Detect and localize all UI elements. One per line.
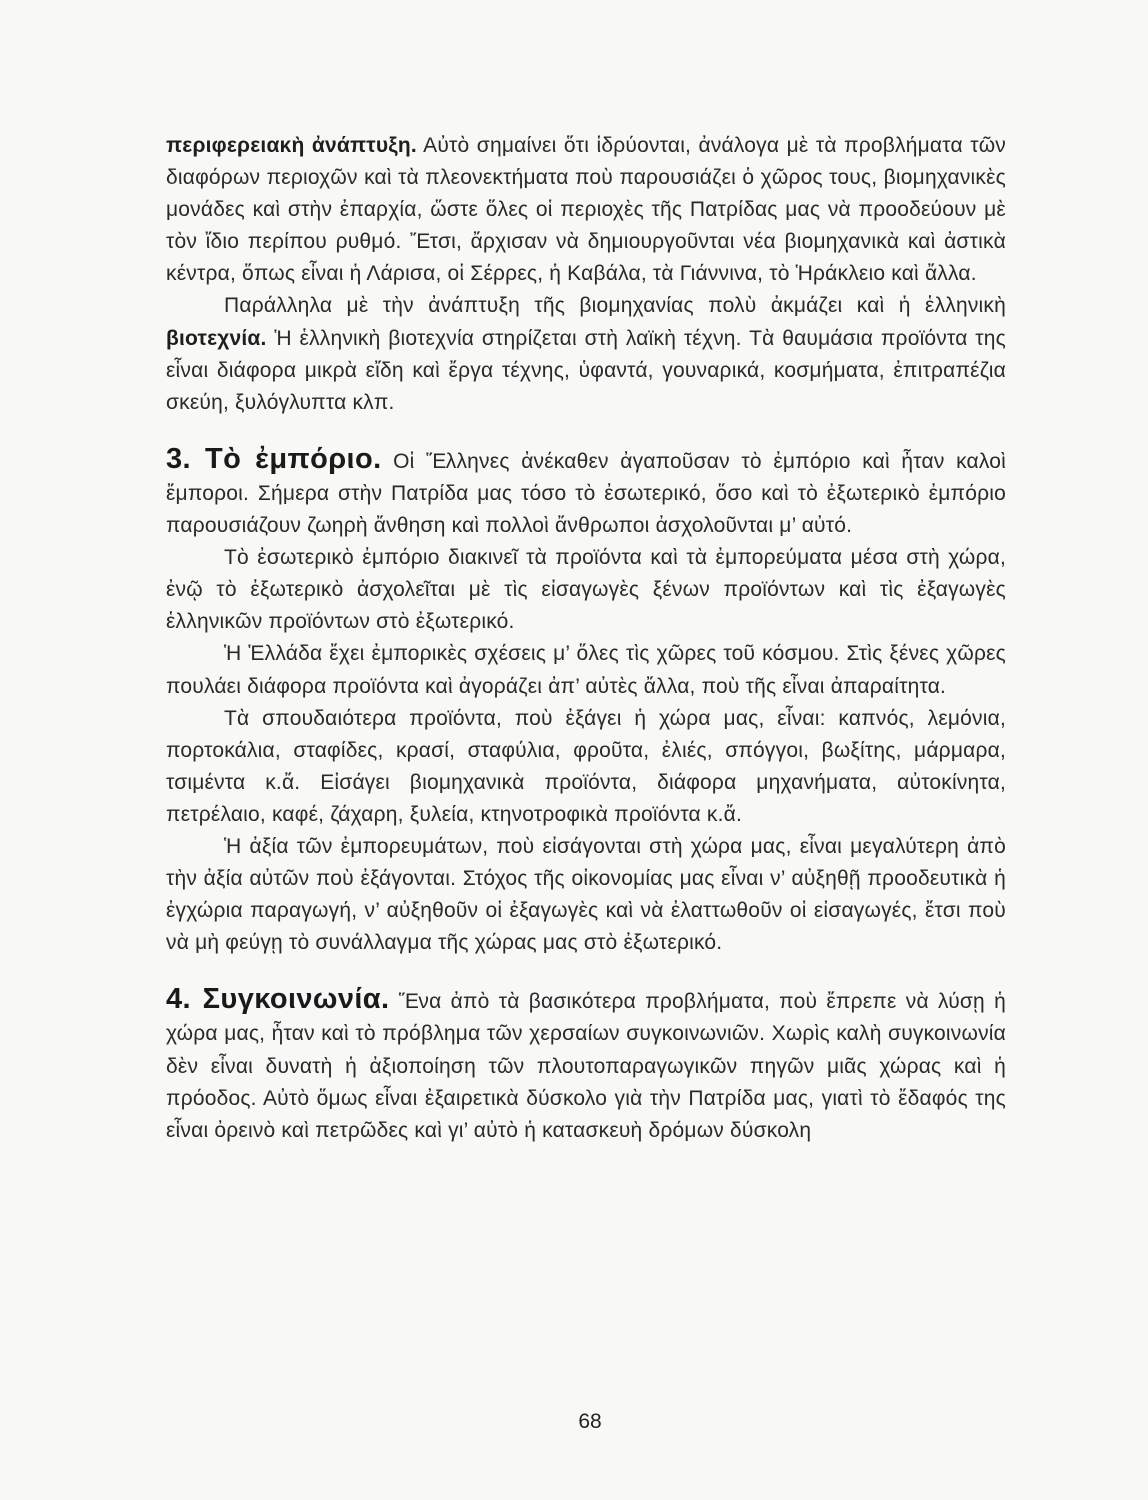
paragraph-text: Ἕνα ἀπὸ τὰ βασικότερα προβλήματα, ποὺ ἔπρεπε νὰ λύσῃ ἡ χώρα μας, ἦταν καὶ τὸ πρόβλημα τῶν χερσαίων συγκοινωνιῶν. Χωρὶς καλὴ συγκοινωνία δὲν εἶναι δυνατὴ ἡ ἀξιοποίηση τῶν πλουτοπαραγωγικῶν πηγῶν μιᾶς χώρας καὶ ἡ πρόοδος. Αὐτὸ ὅμως εἶναι ἐξαιρετικὰ δύσκολο γιὰ τὴν Πατρίδα μας, γιατὶ τὸ ἔδαφός της εἶναι ὀρεινὸ καὶ πετρῶδες καὶ γι’ αὐτὸ ἡ κατασκευὴ δρόμων δύσκολη — [166, 990, 1006, 1142]
page-body-text — [166, 130, 1006, 1147]
paragraph-regional-development — [166, 130, 1006, 290]
paragraph-text: Οἱ Ἕλληνες ἀνέκαθεν ἀγαποῦσαν τὸ ἐμπόριο καὶ ἦταν καλοὶ ἔμποροι. Σήμερα στὴν Πατρίδα μας τόσο τὸ ἐσωτερικό, ὅσο καὶ τὸ ἐξωτερικὸ ἐμπόριο παρουσιάζουν ζωηρὴ ἄνθηση καὶ πολλοὶ ἄνθρωποι ἀσχολοῦνται μ’ αὐτό. — [166, 449, 1006, 538]
paragraph-exports-imports: Τὰ σπουδαιότερα προϊόντα, ποὺ ἐξάγει ἡ χώρα μας, εἶναι: καπνός, λεμόνια, πορτοκάλια, σταφίδες, κρασί, σταφύλια, φροῦτα, ἐλιές, σπόγγοι, βωξίτης, μάρμαρα, τσιμέντα κ.ἄ. Εἰσάγει βιομηχανικὰ προϊόντα, διάφορα μηχανήματα, αὐτοκίνητα, πετρέλαιο, καφέ, ζάχαρη, ξυλεία, κτηνοτροφικὰ προϊόντα κ.ἄ. — [166, 706, 1006, 826]
paragraph-internal-trade: Τὸ ἐσωτερικὸ ἐμπόριο διακινεῖ τὰ προϊόντα καὶ τὰ ἐμπορεύματα μέσα στὴ χώρα, ἐνῷ τὸ ἐξωτερικὸ ἀσχολεῖται μὲ τὶς εἰσαγωγὲς ξένων προϊόντων καὶ τὶς ἐξαγωγὲς ἑλληνικῶν προϊόντων στὸ ἐξωτερικό. — [166, 546, 1006, 634]
term-regional-development: περιφερειακὴ ἀνάπτυξη. — [166, 134, 417, 157]
paragraph-text: Αὐτὸ σημαίνει ὅτι ἱδρύονται, ἀνάλογα μὲ τὰ προβλήματα τῶν διαφόρων περιοχῶν καὶ τὰ πλεονεκτήματα ποὺ παρουσιάζει ὁ χῶρος τους, βιομηχανικὲς μονάδες καὶ στὴν ἐπαρχία, ὥστε ὅλες οἱ περιοχὲς τῆς Πατρίδας μας νὰ προοδεύουν μὲ τὸν ἴδιο περίπου ρυθμό. Ἔτσι, ἄρχισαν νὰ δημιουργοῦνται νέα βιομηχανικὰ καὶ ἀστικὰ κέντρα, ὅπως εἶναι ἡ Λάρισα, οἱ Σέρρες, ἡ Καβάλα, τὰ Γιάννινα, τὸ Ἡράκλειο καὶ ἄλλα. — [166, 134, 1006, 286]
section-heading-commerce: 3. Τὸ ἐμπόριο. — [166, 442, 382, 475]
section-heading-transport: 4. Συγκοινωνία. — [166, 983, 390, 1016]
page-number: 68 — [578, 1410, 602, 1433]
paragraph-crafts — [166, 290, 1006, 418]
paragraph-text: Ἡ ἑλληνικὴ βιοτεχνία στηρίζεται στὴ λαϊκὴ τέχνη. Τὰ θαυμάσια προϊόντα της εἶναι διάφορα μικρὰ εἴδη καὶ ἔργα τέχνης, ὑφαντά, γουναρικά, κοσμήματα, ἐπιτραπέζια σκεύη, ξυλόγλυπτα κλπ. — [166, 326, 1006, 414]
section-transport — [166, 983, 1006, 1146]
paragraph-trade-relations: Ἡ Ἑλλάδα ἔχει ἐμπορικὲς σχέσεις μ’ ὅλες τὶς χῶρες τοῦ κόσμου. Στὶς ξένες χῶρες πουλάει διάφορα προϊόντα καὶ ἀγοράζει ἀπ’ αὐτὲς ἄλλα, ποὺ τῆς εἶναι ἀπαραίτητα. — [166, 642, 1006, 698]
paragraph-trade-balance: Ἡ ἀξία τῶν ἐμπορευμάτων, ποὺ εἰσάγονται στὴ χώρα μας, εἶναι μεγαλύτερη ἀπὸ τὴν ἀξία αὐτῶν ποὺ ἐξάγονται. Στόχος τῆς οἰκονομίας μας εἶναι ν’ αὐξηθῇ προοδευτικὰ ἡ ἐγχώρια παραγωγή, ν’ αὐξηθοῦν οἱ ἐξαγωγὲς καὶ νὰ ἐλαττωθοῦν οἱ εἰσαγωγές, ἔτσι ποὺ νὰ μὴ φεύγῃ τὸ συνάλλαγμα τῆς χώρας μας στὸ ἐξωτερικό. — [166, 834, 1006, 955]
section-commerce — [166, 443, 1006, 542]
paragraph-text: Παράλληλα μὲ τὴν ἀνάπτυξη τῆς βιομηχανίας πολὺ ἀκμάζει καὶ ἡ ἑλληνικὴ — [224, 294, 1006, 318]
term-crafts: βιοτεχνία. — [166, 326, 267, 350]
